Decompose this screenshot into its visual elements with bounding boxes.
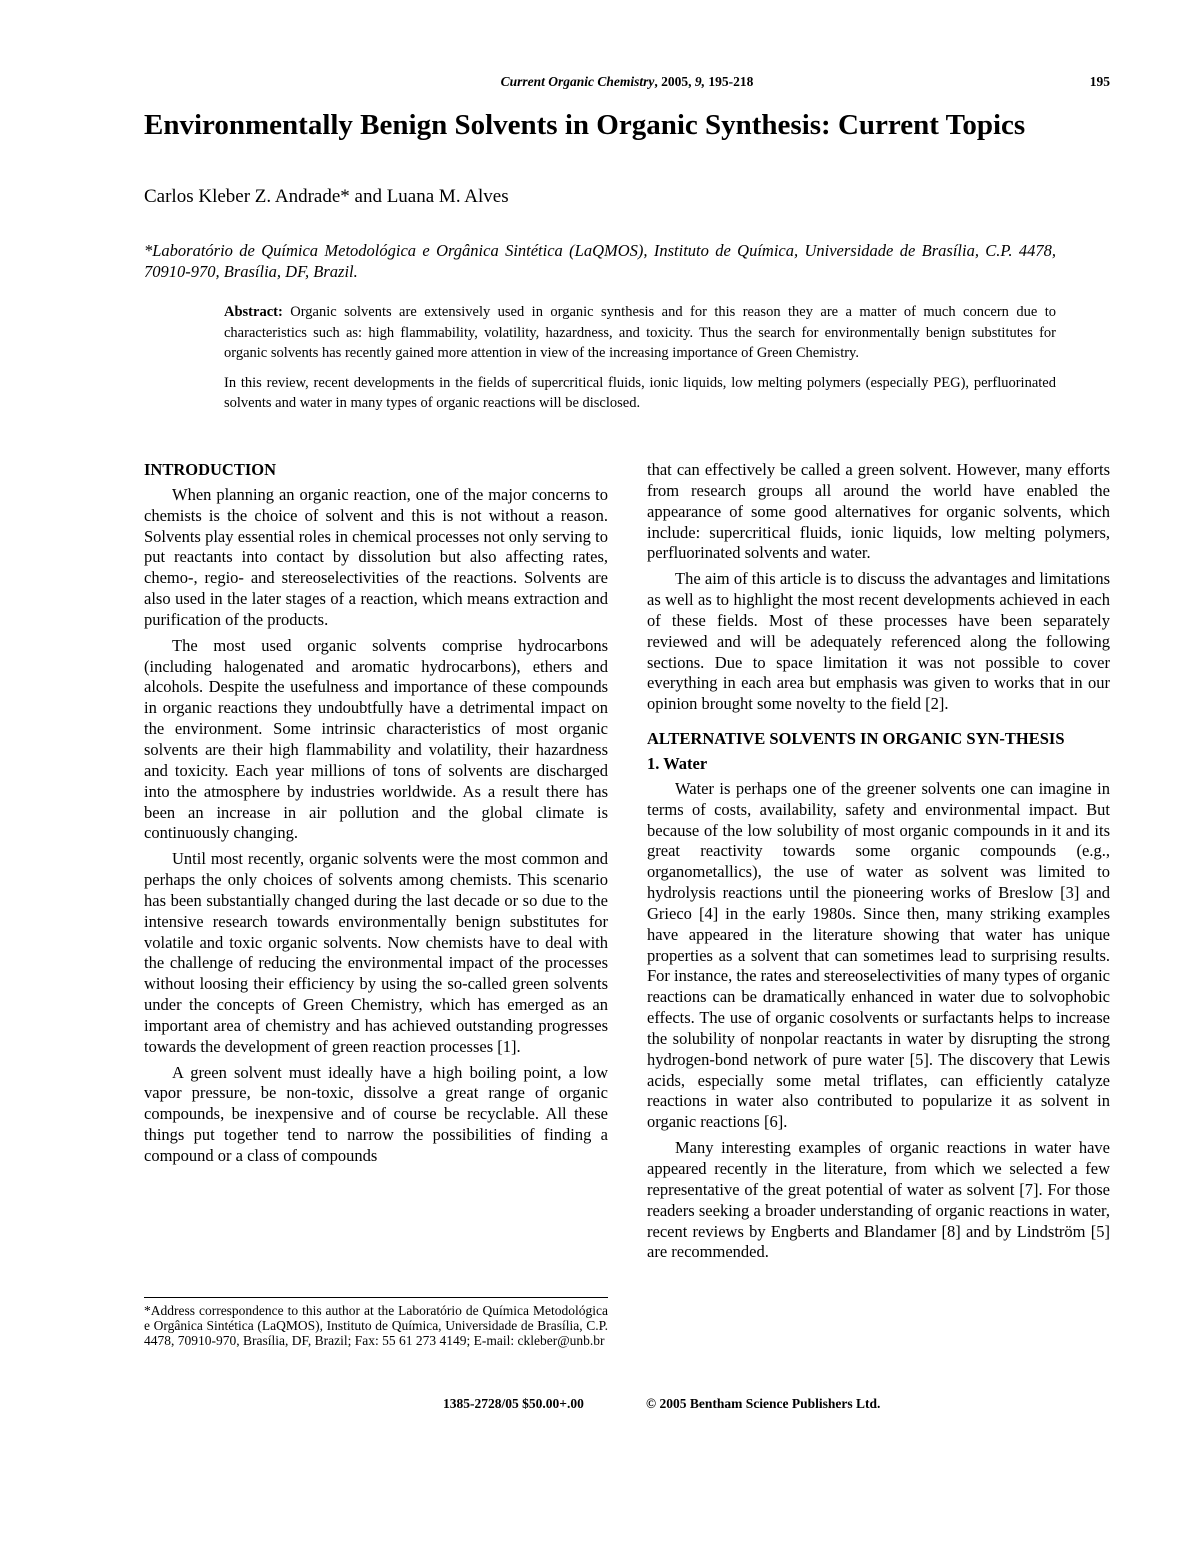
abstract-paragraph-2: In this review, recent developments in the fields of supercritical fluids, ionic liquids, low melting polymers (especially PEG), perfluorinated solvents and water in many types of organic reactions will be disclosed. xyxy=(224,374,1056,411)
journal-name: Current Organic Chemistry xyxy=(500,74,655,89)
body-paragraph: Water is perhaps one of the greener solvents one can imagine in terms of costs, availability, safety and environmental impact. But because of the low solubility of most organic compounds in it and its great reactivity towards some organic compounds (e.g., organometallics), the use of water as solvent was limited to hydrolysis reactions until the pioneering works of Breslow [3] and Grieco [4] in the early 1980s. Since then, many striking examples have appeared in the literature showing that water has unique properties as a solvent that can sometimes lead to surprising results. For instance, the rates and stereoselectivities of many types of organic reactions can be dramatically enhanced in water due to solvophobic effects. The use of organic cosolvents or surfactants helps to increase the solubility of nonpolar reactants in water by disrupting the strong hydrogen-bond network of pure water [5]. The discovery that Lewis acids, especially some metal triflates, can efficiently catalyze reactions in water also contributed to popularize it as solvent in organic reactions [6]. xyxy=(647,778,1110,1132)
abstract-text: Organic solvents are extensively used in organic synthesis and for this reason they are a matter of much concern due to characteristics such as: high flammability, volatility, hazardness, and toxicity. Thus the search for environmentally benign substitutes for organic solvents has recently gained more attention in view of the increasing importance of Green Chemistry. xyxy=(224,304,1056,361)
article-authors: Carlos Kleber Z. Andrade* and Luana M. Alves xyxy=(144,186,509,207)
body-paragraph: Many interesting examples of organic reactions in water have appeared recently in the literature, from which we selected a few representative of the great potential of water as solvent [7]. For those readers seeking a broader understanding of organic reactions in water, recent reviews by Engberts and Blandamer [8] and by Lindström [5] are recommended. xyxy=(647,1138,1110,1262)
footer-issn: 1385-2728/05 $50.00+.00 xyxy=(443,1396,584,1411)
citation-volume: 9, xyxy=(694,74,706,89)
abstract-paragraph-1 xyxy=(224,302,1056,364)
abstract-label: Abstract: xyxy=(224,304,283,320)
body-paragraph: A green solvent must ideally have a high boiling point, a low vapor pressure, be non-toxic, dissolve a great range of organic compounds, be inexpensive and of course be recyclable. All these things put together tend to narrow the possibilities of finding a compound or a class of compounds xyxy=(144,1062,608,1165)
journal-citation xyxy=(144,74,1110,90)
body-paragraph-continued: that can effectively be called a green solvent. However, many efforts from research groups all around the world have enabled the appearance of some good alternatives for organic solvents, which include: supercritical fluids, ionic liquids, low melting polymers, perfluorinated solvents and water. xyxy=(647,460,1110,563)
running-head xyxy=(144,74,1110,94)
section-heading-alternative-solvents: ALTERNATIVE SOLVENTS IN ORGANIC SYN-THESIS xyxy=(647,729,1065,749)
left-column xyxy=(144,460,608,1172)
body-paragraph: The most used organic solvents comprise hydrocarbons (including halogenated and aromatic hydrocarbons), ethers and alcohols. Despite the usefulness and importance of these compounds in organic reactions they undoubtfully have a detrimental impact on the environment. Some intrinsic characteristics of most organic solvents are their high flammability and volatility, their hazardness and toxicity. Each year millions of tons of solvents are discharged into the atmosphere by industries worldwide. As a result there has been an increase in air pollution and the global climate is continuously changing. xyxy=(144,635,608,843)
body-paragraph: When planning an organic reaction, one of the major concerns to chemists is the choice of solvent and this is not without a reason. Solvents play essential roles in chemical processes not only serving to put reactants into contact by dissolution but also affecting rates, chemo-, regio- and stereoselectivities of the reactions. Solvents are also used in the later stages of a reaction, which means extraction and purification of the products. xyxy=(144,484,608,629)
page-number: 195 xyxy=(1089,74,1110,89)
subsection-heading-water: 1. Water xyxy=(647,753,708,773)
author-affiliation: *Laboratório de Química Metodológica e Orgânica Sintética (LaQMOS), Instituto de Química, Universidade de Brasília, C.P. 4478, 70910-970, Brasília, DF, Brazil. xyxy=(144,241,1056,281)
citation-year: , 2005, xyxy=(654,74,695,89)
right-column xyxy=(647,460,1110,1268)
article-title: Environmentally Benign Solvents in Organic Synthesis: Current Topics xyxy=(144,109,1026,141)
body-paragraph: Until most recently, organic solvents were the most common and perhaps the only choices of solvents among chemists. This scenario has been substantially changed during the last decade or so due to the intensive research towards environmentally benign substitutes for volatile and toxic organic solvents. Now chemists have to deal with the challenge of reducing the environmental impact of the processes without loosing their efficiency by using the so-called green solvents under the concepts of Green Chemistry, which has emerged as an important area of chemistry and has achieved outstanding progresses towards the development of green reaction processes [1]. xyxy=(144,849,608,1056)
citation-pages: 195-218 xyxy=(705,74,754,89)
section-heading-introduction: INTRODUCTION xyxy=(144,460,277,479)
abstract xyxy=(224,302,1056,423)
footnote-divider xyxy=(144,1297,608,1298)
correspondence-footnote: *Address correspondence to this author at the Laboratório de Química Metodológica e Orgânica Sintética (LaQMOS), Instituto de Química, Universidade de Brasília, C.P. 4478, 70910-970, Brasília, DF, Brazil; Fax: 55 61 273 4149; E-mail: ckleber@unb.br xyxy=(144,1303,608,1349)
footer-copyright: © 2005 Bentham Science Publishers Ltd. xyxy=(646,1396,881,1411)
body-paragraph: The aim of this article is to discuss the advantages and limitations as well as to highlight the most recent developments achieved in each of these fields. Most of these processes have been separately reviewed and will be adequately referenced along the following sections. Due to space limitation it was not possible to cover everything in each area but emphasis was given to works that in our opinion brought some novelty to the field [2]. xyxy=(647,569,1110,714)
